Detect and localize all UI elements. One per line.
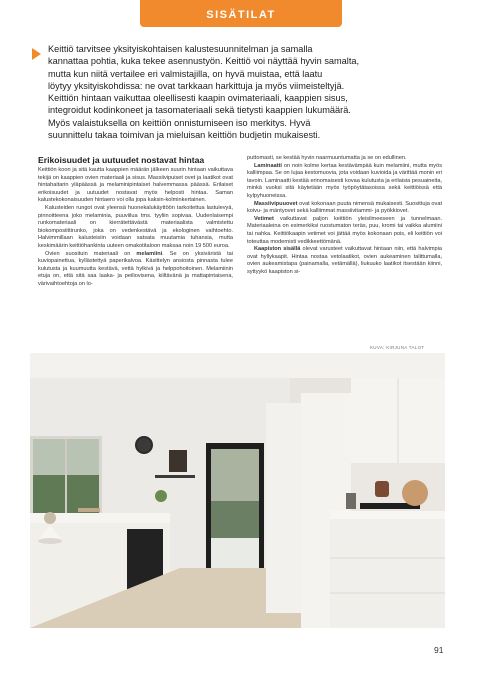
section-tab <box>140 0 342 27</box>
lead-line: Keittiö tarvitsee yksityiskohtaisen kalustesuunnitelman ja samalla <box>48 44 313 54</box>
body-paragraph <box>38 251 233 289</box>
body-text: puttomasti, se kestää hyvin naarmuuntumatta ja se on edullinen. <box>247 155 407 161</box>
body-paragraph <box>247 201 442 216</box>
body-paragraph <box>247 163 442 201</box>
section-heading: Erikoisuudet ja uutuudet nostavat hintaa <box>38 155 205 165</box>
term-lead: Massiivipuuovet <box>254 200 298 207</box>
left-column <box>38 155 233 289</box>
body-paragraph: Keittiön koon ja sitä kautta kaappien määrän jälkeen suurin hintaan vaikuttava tekijä on kaappien ovien materiaali ja sisus. Massiivipuiset ovet ja laatikot ovat hintahaitarin yläpäässä ja melaminipintaiset halvemmassa päässä. Erilaiset erikoisuudet ja uutuudet nostavat myös helposti hintaa. Saman kalustekokonaisuuden hintaero voi olla jopa kaksin-kolminkertainen. <box>38 167 233 204</box>
body-text: on noin kolme kertaa kestävämpää kuin melamiini, mutta myös kalliimpaa. Se on lujaa kestomuovia, jota voidaan kuvioida ja värittää monin eri tavoin. Laminaatti kestää erinomaisesti kovaa kulutusta ja erilaisia pesuaineita, minkä vuoksi sitä käytetään myös työpöytätasoissa sekä keittiöissä että kylpyhuoneissa. <box>247 162 442 199</box>
page-number: 91 <box>434 645 444 655</box>
body-text: ovat kokonaan puuta nimensä mukaisesti. Suosittuja ovat koivu- ja mäntyovet sekä kalliimmat massiivitammi- ja pyökkiovet. <box>247 200 442 215</box>
lead-line: Myös valaistuksella on keittiön onnistumiseen iso merkitys. Hyvä <box>48 117 311 128</box>
lead-line: integroidut kodinkoneet ja tasomateriaali sekä tietysti kaappien lukumäärä. <box>48 105 351 116</box>
body-text: vaikuttavat paljon keittiön yleisilmeeseen ja tunnelmaan. Materiaaleina on esimerkiksi ruostumaton teräs, puu, kromi tai vaikka alumiini tai nahka. Keittiökaapin vetimet voi jättää myös kokonaan pois, eli keittiön voi toteuttaa modernisti vedikkeettömänä. <box>247 215 442 245</box>
term-lead: Kaapiston sisällä <box>254 246 301 253</box>
lead-line: mutta kun niitä vertailee eri valmistajilla, on hyvä muistaa, että laatu <box>48 68 323 79</box>
lead-line: Keittiön hintaan vaikuttaa oleellisesti kaapin ovimateriaali, kaappien sisus, <box>48 93 348 104</box>
body-paragraph <box>247 246 442 276</box>
lead-line: suunnittelu takaa toimivan ja mieluisan keittiön budjetin mukaisesti. <box>48 130 321 141</box>
lead-line: kannattaa pohtia, kuka tekee asennustyön. Keittiö voi näyttää hyvin samalta, <box>48 56 360 67</box>
photo-credit: KUVA: KIRJUNA TALOT <box>370 345 425 350</box>
body-paragraph <box>247 216 442 246</box>
term-lead: Laminaatti <box>254 162 282 169</box>
right-column <box>247 155 442 277</box>
body-text: Ovien suosituin materiaali on <box>45 250 137 257</box>
body-text: olevat varusteet vaikuttavat hintaan niin, että halvimpia ovat hyllykaapit. Hintaa nostaa vetolaatikot, ovien aukeaminen talittumalla, ovien aukeamistapa (painamalla, vetämällä), liukuuko laatikot itsestään kiinni, syttyykö kaapiston si- <box>247 246 442 275</box>
bold-term: melamiini <box>136 250 163 257</box>
section-tab-label: SISÄTILAT <box>206 9 276 21</box>
lead-paragraph <box>48 43 420 141</box>
lead-arrow-icon <box>32 48 41 60</box>
body-text: . Se on yksiväristä tai kuviopainettua, kyllästettyä paperikalvoa. Käsittelyn ansiosta pinnasta tulee kulutusta ja kuumuutta kestävä, vettä hylkivä ja helppohoitoinen. Melamiinin etuja on, että sitä saa laaka- ja peiliovisena, kiiltävänä ja mattapintaisena, värivaihtoehtoja on lo- <box>38 250 233 287</box>
body-paragraph <box>247 155 442 163</box>
lead-line: löytyy yksityiskohdissa: ne ovat tarkkaan harkittuja ja myös viimeisteltyjä. <box>48 80 345 91</box>
kitchen-photo <box>30 353 445 628</box>
body-paragraph: Kalusteiden rungot ovat yleensä huonekalukäyttöön tarkoitettua lastulevyä, pinnoitteena joko melaminia, puuviilua tms. tyyliin sopivaa. Uudenlaisempi runkomateriaali on kierrätettävästä materiaalista valmistettu biokomposiittirunko, joka on vedenkestävä ja ekologinen vaihtoehto. Halvimmillaan kalusteisiin voidaan satsata muutamia tuhansia, mutta keskimäärin keittiöhankinta uuteen omakotitaloon maksaa noin 19 500 euroa. <box>38 204 233 249</box>
term-lead: Vetimet <box>254 215 274 222</box>
